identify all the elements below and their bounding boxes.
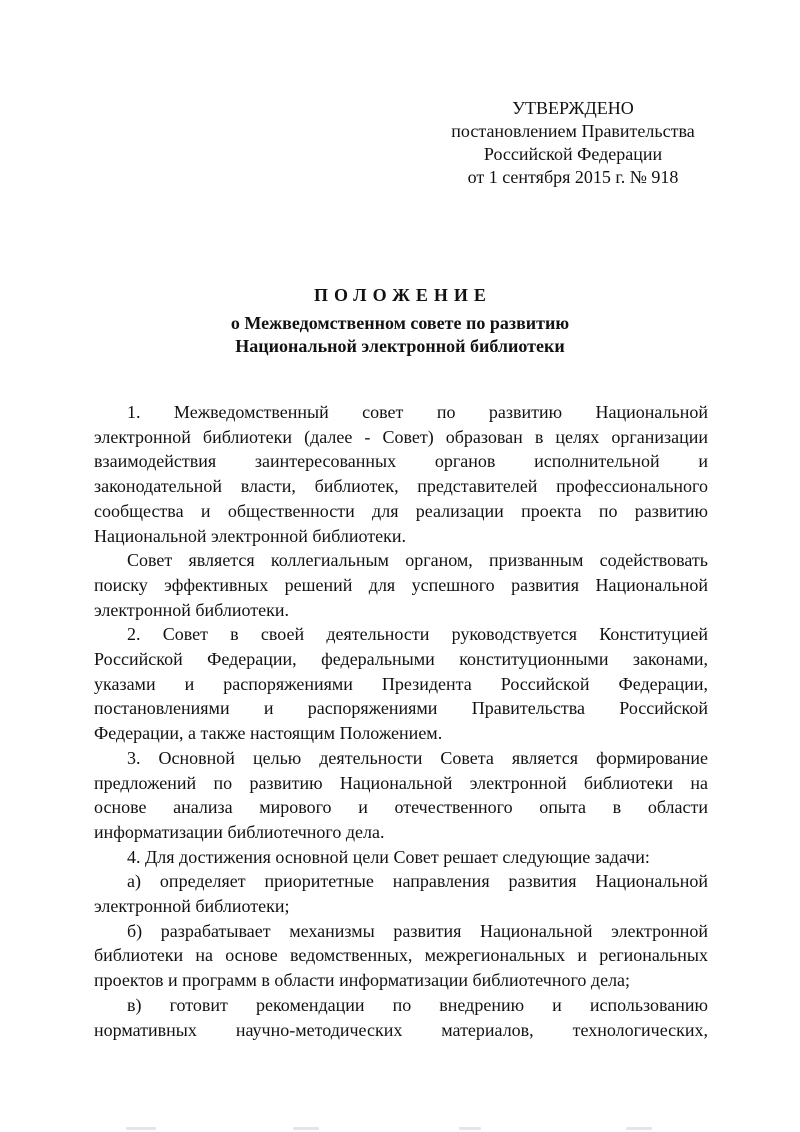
text-line: в) готовит рекомендации по внедрению и использованию [127, 994, 708, 1015]
document-title: ПОЛОЖЕНИЕ [314, 285, 492, 305]
approval-line: Российской Федерации [483, 144, 663, 164]
text-line: 1. Межведомственный совет по развитию Национальной [127, 402, 708, 422]
document-body [94, 400, 708, 1042]
subtitle-line: о Межведомственном совете по развитию [230, 313, 570, 333]
scan-artifact [459, 1127, 481, 1130]
text-line: проектов и программ в области информатизации библиотечного дела; [94, 970, 631, 991]
scan-artifact [126, 1127, 156, 1130]
text-line: электронной библиотеки (далее - Совет) образован в целях организации [94, 426, 708, 447]
approval-line: УТВЕРЖДЕНО [512, 98, 634, 118]
subtitle-line: Национальной электронной библиотеки [235, 336, 565, 356]
paragraph-2 [94, 548, 708, 622]
approval-block [443, 97, 703, 189]
text-line: а) определяет приоритетные направления развития Национальной [127, 871, 708, 892]
text-line: б) разрабатывает механизмы развития Национальной электронной [127, 920, 708, 941]
text-line: Российской Федерации, федеральными конституционными законами, [94, 649, 708, 670]
text-line: 3. Основной целью деятельности Совета является формирование [127, 747, 708, 768]
text-line: основе анализа мирового и отечественного опыта в области [94, 797, 708, 818]
paragraph-1 [94, 400, 708, 548]
text-line: информатизации библиотечного дела. [94, 821, 385, 842]
text-line: электронной библиотеки. [94, 599, 289, 620]
paragraph-8-item-v [94, 993, 708, 1042]
text-line: библиотеки на основе ведомственных, межрегиональных и региональных [94, 945, 708, 966]
text-line: электронной библиотеки; [94, 896, 290, 917]
scan-artifact [293, 1127, 319, 1130]
text-line: законодательной власти, библиотек, представителей профессионального [94, 476, 708, 497]
paragraph-4 [94, 746, 708, 845]
document-subtitle [0, 312, 800, 358]
paragraph-5 [94, 845, 708, 870]
text-line: 2. Совет в своей деятельности руководствуется Конституцией [127, 624, 708, 645]
scan-artifact [626, 1127, 652, 1130]
text-line: 4. Для достижения основной цели Совет решает следующие задачи: [127, 846, 650, 867]
text-line: Федерации, а также настоящим Положением. [94, 723, 443, 744]
text-line: поиску эффективных решений для успешного развития Национальной [94, 574, 708, 595]
text-line: Национальной электронной библиотеки. [94, 525, 406, 546]
text-line: предложений по развитию Национальной электронной библиотеки на [94, 772, 708, 793]
text-line: постановлениями и распоряжениями Правительства Российской [94, 698, 708, 719]
paragraph-6-item-a [94, 869, 708, 918]
paragraph-7-item-b [94, 919, 708, 993]
paragraph-3 [94, 622, 708, 746]
text-line: сообщества и общественности для реализации проекта по развитию [94, 500, 708, 521]
text-line: взаимодействия заинтересованных органов исполнительной и [94, 451, 708, 472]
approval-line: постановлением Правительства [451, 121, 695, 141]
text-line: указами и распоряжениями Президента Российской Федерации, [94, 673, 708, 694]
approval-line: от 1 сентября 2015 г. № 918 [467, 167, 679, 187]
text-line: нормативных научно-методических материалов, технологических, [94, 1019, 708, 1040]
text-line: Совет является коллегиальным органом, призванным содействовать [127, 550, 708, 571]
